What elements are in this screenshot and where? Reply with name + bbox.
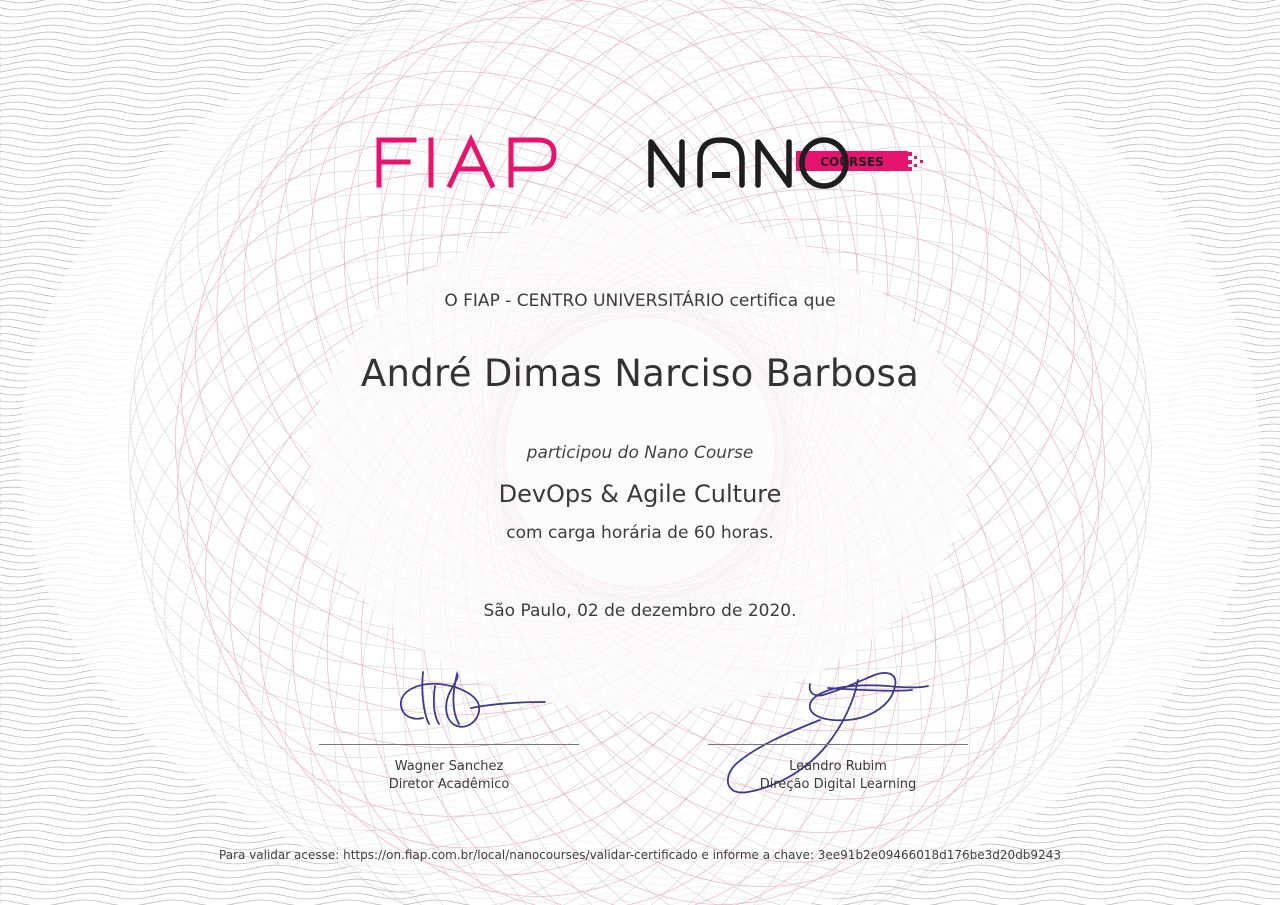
- signature-line-right: [708, 744, 968, 745]
- course-title: DevOps & Agile Culture: [498, 480, 782, 508]
- recipient-name: André Dimas Narciso Barbosa: [360, 352, 920, 395]
- pixel-dots-icon: [908, 152, 923, 171]
- signatory-name-left: Wagner Sanchez: [394, 759, 504, 774]
- fiap-logo: [374, 132, 560, 190]
- validation-note: Para validar acesse: https://on.fiap.com.br/local/nanocourses/validar-certificado e informe a chave: 3ee91b2e09466018d176be3d20db9243: [219, 848, 1061, 862]
- nano-courses-logo: [646, 134, 936, 190]
- courses-badge-label: COURSES: [820, 155, 884, 169]
- signatory-title-right: Direção Digital Learning: [759, 777, 917, 792]
- issue-date: São Paulo, 02 de dezembro de 2020.: [483, 601, 797, 621]
- certify-intro: O FIAP - CENTRO UNIVERSITÁRIO certifica que: [444, 291, 836, 311]
- signatory-name-right: Leandro Rubim: [789, 759, 887, 774]
- course-hours: com carga horária de 60 horas.: [506, 523, 774, 543]
- signatory-title-left: Diretor Acadêmico: [388, 777, 510, 792]
- participation-text: participou do Nano Course: [526, 443, 754, 463]
- signature-line-left: [319, 744, 579, 745]
